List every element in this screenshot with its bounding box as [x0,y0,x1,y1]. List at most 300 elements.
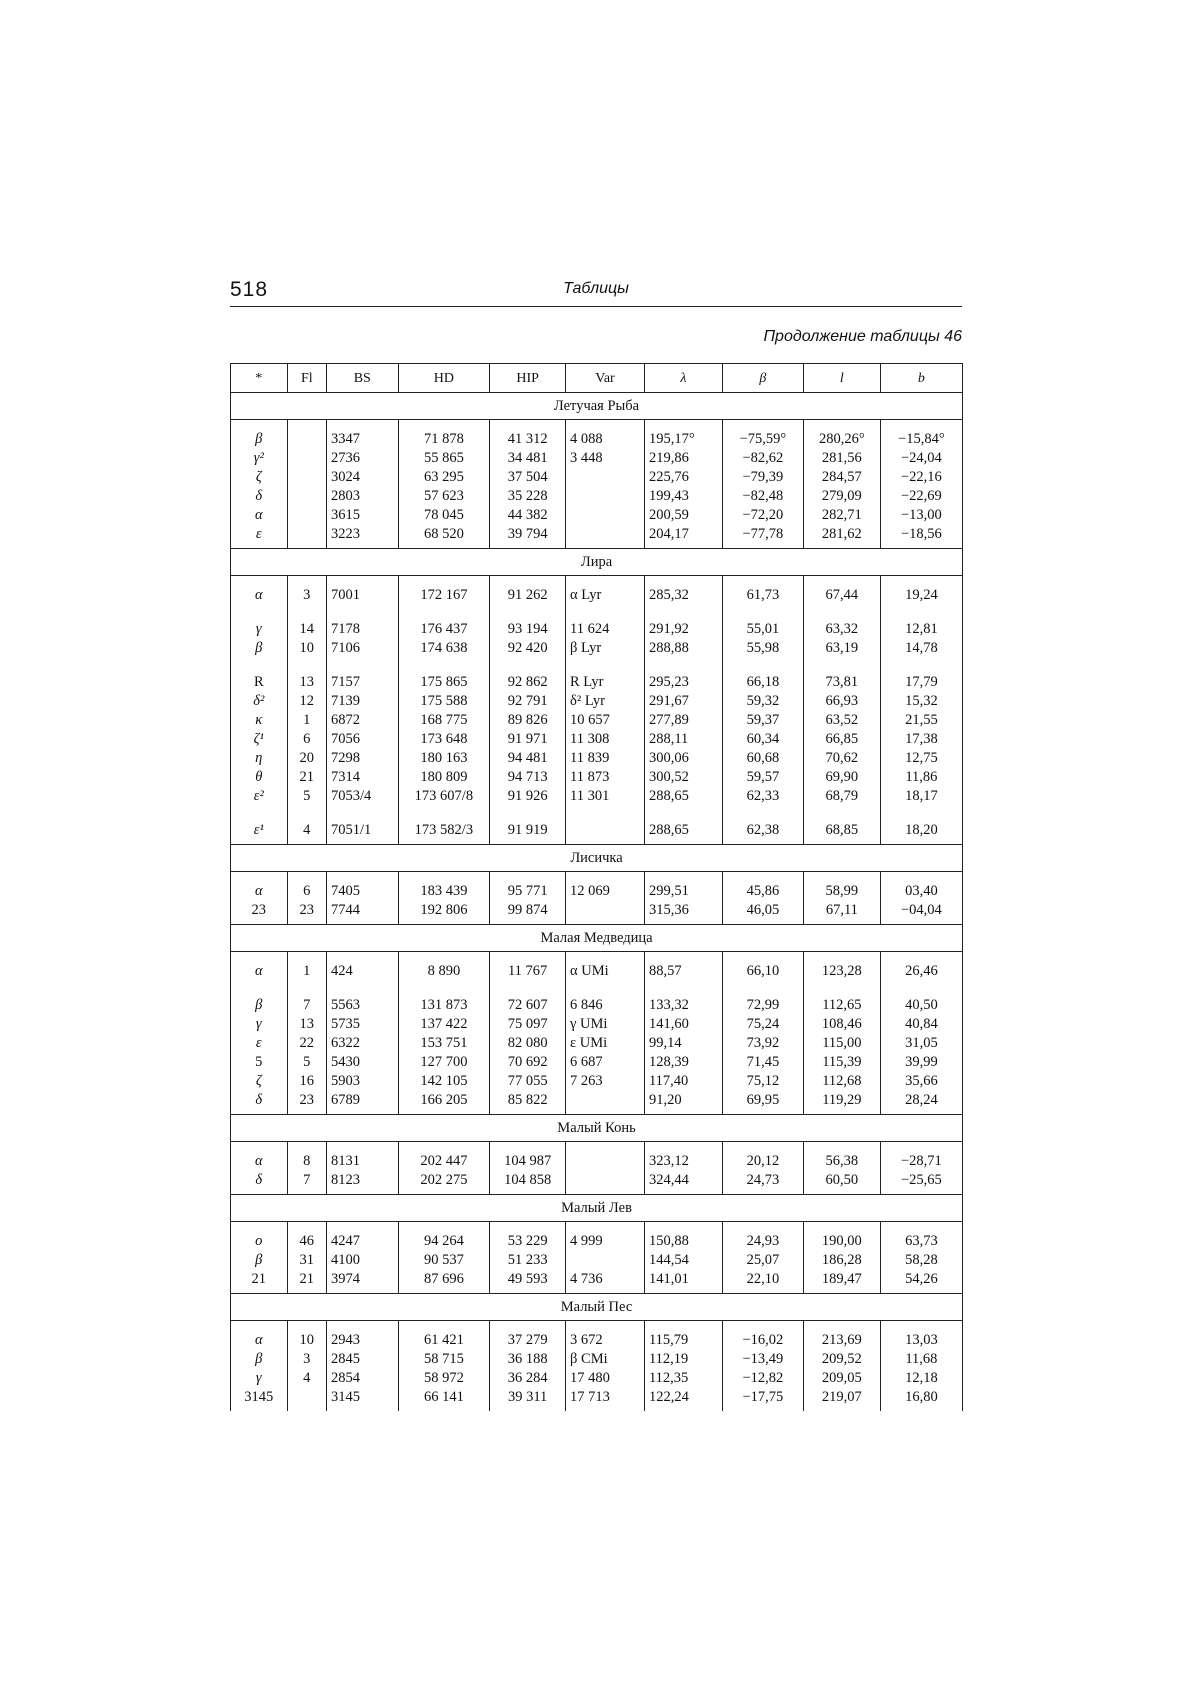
table-cell-: α [231,586,288,605]
table-cell-b: 16,80 [880,1388,962,1411]
spacer-row [231,605,963,620]
table-cell-: 117,40 [644,1072,722,1091]
table-cell-l: 66,85 [803,730,880,749]
table-cell-b: 40,50 [880,996,962,1015]
table-cell-b: 54,26 [880,1270,962,1294]
table-row [231,1388,963,1411]
table-cell-fl [287,525,326,549]
table-cell-: 299,51 [644,882,722,901]
table-cell-bs: 7157 [327,673,398,692]
table-row [231,1091,963,1115]
table-cell-: γ [231,620,288,639]
table-caption: Продолжение таблицы 46 [763,328,962,345]
table-cell-: δ [231,1091,288,1115]
table-cell-: γ² [231,449,288,468]
table-cell-l: 60,50 [803,1171,880,1195]
table-cell-fl: 21 [287,1270,326,1294]
table-cell-hip: 91 919 [490,821,566,845]
table-cell-b: −24,04 [880,449,962,468]
table-cell-b: 35,66 [880,1072,962,1091]
table-cell-fl: 16 [287,1072,326,1091]
padding-row [231,1142,963,1153]
table-cell-bs: 6322 [327,1034,398,1053]
table-cell-: κ [231,711,288,730]
table-cell-l: 69,90 [803,768,880,787]
table-row [231,620,963,639]
table-cell-: 73,92 [722,1034,803,1053]
table-cell-: −77,78 [722,525,803,549]
table-cell-l: 68,85 [803,821,880,845]
table-cell-hip: 92 862 [490,673,566,692]
table-cell-b: 15,32 [880,692,962,711]
table-cell-bs: 5430 [327,1053,398,1072]
section-row [231,925,963,952]
table-cell-: 277,89 [644,711,722,730]
table-cell-bs: 5735 [327,1015,398,1034]
table-cell-bs: 3145 [327,1388,398,1411]
table-cell-l: 280,26° [803,430,880,449]
table-cell-: −79,39 [722,468,803,487]
table-cell-bs: 2845 [327,1350,398,1369]
table-cell-: 295,23 [644,673,722,692]
table-cell-l: 281,56 [803,449,880,468]
table-cell-hd: 192 806 [398,901,490,925]
section-row [231,1115,963,1142]
table-cell-: −75,59° [722,430,803,449]
table-cell-l: 209,52 [803,1350,880,1369]
table-cell-hip: 104 987 [490,1152,566,1171]
table-row [231,673,963,692]
table-cell-bs: 2854 [327,1369,398,1388]
table-cell-b: 11,68 [880,1350,962,1369]
table-cell-fl: 5 [287,1053,326,1072]
table-cell-: 55,98 [722,639,803,658]
table-cell-: 112,35 [644,1369,722,1388]
column-header-beta: β [722,364,803,393]
table-cell-fl: 12 [287,692,326,711]
table-cell-var [566,1171,645,1195]
table-cell-: 144,54 [644,1251,722,1270]
table-cell-bs: 7106 [327,639,398,658]
table-cell-: R [231,673,288,692]
table-cell-l: 119,29 [803,1091,880,1115]
table-cell-l: 63,52 [803,711,880,730]
section-row [231,393,963,420]
table-cell-hip: 35 228 [490,487,566,506]
table-cell-: 200,59 [644,506,722,525]
table-cell-: γ [231,1369,288,1388]
table-cell-: ζ [231,468,288,487]
table-cell-: β [231,639,288,658]
table-cell-bs: 2736 [327,449,398,468]
table-cell-: δ [231,1171,288,1195]
table-cell-fl: 3 [287,586,326,605]
table-cell-fl: 31 [287,1251,326,1270]
table-cell-var [566,1251,645,1270]
table-cell-hip: 53 229 [490,1232,566,1251]
table-cell-: 21 [231,1270,288,1294]
section-title: Лира [231,549,963,576]
table-cell-var [566,1091,645,1115]
table-cell-var: 3 448 [566,449,645,468]
table-row [231,996,963,1015]
table-cell-: 88,57 [644,962,722,981]
table-cell-: 55,01 [722,620,803,639]
table-cell-fl: 20 [287,749,326,768]
table-cell-l: 67,44 [803,586,880,605]
padding-row [231,872,963,883]
table-row [231,1072,963,1091]
table-cell-bs: 7314 [327,768,398,787]
table-cell-hd: 175 865 [398,673,490,692]
table-cell-b: 28,24 [880,1091,962,1115]
table-cell-hd: 166 205 [398,1091,490,1115]
table-cell-var: α Lyr [566,586,645,605]
table-cell-bs: 7178 [327,620,398,639]
table-cell-: 59,57 [722,768,803,787]
table-cell-: 300,52 [644,768,722,787]
table-cell-b: 63,73 [880,1232,962,1251]
table-cell-hd: 57 623 [398,487,490,506]
table-cell-l: 73,81 [803,673,880,692]
table-cell-bs: 5563 [327,996,398,1015]
section-title: Летучая Рыба [231,393,963,420]
table-cell-: 24,93 [722,1232,803,1251]
table-cell-: β [231,1251,288,1270]
table-cell-: ε² [231,787,288,806]
table-cell-: 71,45 [722,1053,803,1072]
table-cell-b: 31,05 [880,1034,962,1053]
table-cell-: 324,44 [644,1171,722,1195]
table-cell-hip: 36 284 [490,1369,566,1388]
table-cell-hip: 37 279 [490,1331,566,1350]
table-cell-hd: 55 865 [398,449,490,468]
table-cell-: 133,32 [644,996,722,1015]
table-cell-hip: 34 481 [490,449,566,468]
table-cell-var [566,1152,645,1171]
table-cell-hip: 89 826 [490,711,566,730]
table-cell-b: −18,56 [880,525,962,549]
table-cell-bs: 2943 [327,1331,398,1350]
table-row [231,449,963,468]
table-cell-hd: 137 422 [398,1015,490,1034]
table-cell-b: −22,69 [880,487,962,506]
table-cell-: 66,10 [722,962,803,981]
table-cell-: 288,65 [644,787,722,806]
table-cell-hip: 72 607 [490,996,566,1015]
table-cell-: 3145 [231,1388,288,1411]
table-cell-hip: 82 080 [490,1034,566,1053]
table-cell-b: −25,65 [880,1171,962,1195]
spacer-row [231,981,963,996]
table-cell-var [566,506,645,525]
table-cell-var: 4 088 [566,430,645,449]
table-cell-l: 186,28 [803,1251,880,1270]
table-cell-: α [231,1331,288,1350]
table-row [231,1015,963,1034]
table-cell-b: 40,84 [880,1015,962,1034]
table-cell-bs: 7405 [327,882,398,901]
table-cell-bs: 6872 [327,711,398,730]
table-cell-: 60,34 [722,730,803,749]
table-cell-fl [287,449,326,468]
table-cell-var [566,487,645,506]
table-row [231,692,963,711]
table-cell-: 62,33 [722,787,803,806]
table-header-row [231,364,963,393]
column-header-star: * [231,364,288,393]
table-cell-: 225,76 [644,468,722,487]
table-cell-var: 12 069 [566,882,645,901]
table-cell-l: 279,09 [803,487,880,506]
table-cell-bs: 3347 [327,430,398,449]
table-cell-: 69,95 [722,1091,803,1115]
table-row [231,639,963,658]
table-cell-hd: 153 751 [398,1034,490,1053]
table-row [231,901,963,925]
table-row [231,1331,963,1350]
table-cell-hip: 94 481 [490,749,566,768]
table-cell-fl: 5 [287,787,326,806]
column-header-fl: Fl [287,364,326,393]
table-cell-: 75,24 [722,1015,803,1034]
table-cell-l: 112,65 [803,996,880,1015]
table-cell-hd: 202 275 [398,1171,490,1195]
table-cell-b: −15,84° [880,430,962,449]
table-cell-: β [231,430,288,449]
section-title: Малая Медведица [231,925,963,952]
table-cell-hd: 90 537 [398,1251,490,1270]
table-cell-var: 17 480 [566,1369,645,1388]
table-cell-var [566,821,645,845]
table-cell-fl [287,468,326,487]
table-cell-: 128,39 [644,1053,722,1072]
page-header [230,278,962,307]
table-cell-hd: 68 520 [398,525,490,549]
table-cell-: ε¹ [231,821,288,845]
table-cell-: 22,10 [722,1270,803,1294]
table-cell-var: 7 263 [566,1072,645,1091]
table-cell-l: 115,39 [803,1053,880,1072]
table-cell-hip: 37 504 [490,468,566,487]
section-row [231,549,963,576]
table-cell-hip: 94 713 [490,768,566,787]
table-cell-b: 18,20 [880,821,962,845]
table-cell-hd: 168 775 [398,711,490,730]
table-cell-var: β Lyr [566,639,645,658]
table-cell-bs: 7139 [327,692,398,711]
table-row [231,1171,963,1195]
table-cell-fl: 23 [287,901,326,925]
table-cell-: −82,48 [722,487,803,506]
table-cell-b: 13,03 [880,1331,962,1350]
table-cell-fl: 4 [287,821,326,845]
table-cell-l: 58,99 [803,882,880,901]
table-cell-var: 11 624 [566,620,645,639]
table-cell-hd: 58 715 [398,1350,490,1369]
table-cell-var: 11 308 [566,730,645,749]
table-cell-l: 284,57 [803,468,880,487]
table-cell-: θ [231,768,288,787]
table-cell-: ζ [231,1072,288,1091]
table-cell-hip: 75 097 [490,1015,566,1034]
table-cell-: 99,14 [644,1034,722,1053]
table-cell-: ο [231,1232,288,1251]
table-cell-: 72,99 [722,996,803,1015]
table-cell-hip: 93 194 [490,620,566,639]
table-cell-hip: 104 858 [490,1171,566,1195]
table-cell-: α [231,882,288,901]
table-cell-hip: 99 874 [490,901,566,925]
table-cell-var: α UMi [566,962,645,981]
table-cell-bs: 8123 [327,1171,398,1195]
table-cell-fl: 1 [287,711,326,730]
table-cell-b: −13,00 [880,506,962,525]
table-cell-: 20,12 [722,1152,803,1171]
table-cell-: −16,02 [722,1331,803,1350]
table-cell-b: 12,75 [880,749,962,768]
table-cell-: 25,07 [722,1251,803,1270]
table-cell-fl: 3 [287,1350,326,1369]
table-cell-hip: 95 771 [490,882,566,901]
table-cell-fl: 21 [287,768,326,787]
table-cell-bs: 424 [327,962,398,981]
table-cell-l: 63,32 [803,620,880,639]
section-title: Малый Лев [231,1195,963,1222]
table-cell-fl: 46 [287,1232,326,1251]
table-cell-var [566,468,645,487]
table-cell-bs: 7056 [327,730,398,749]
table-cell-: α [231,506,288,525]
table-cell-b: 12,81 [880,620,962,639]
table-cell-: η [231,749,288,768]
table-cell-: 24,73 [722,1171,803,1195]
table-cell-b: 21,55 [880,711,962,730]
table-cell-l: 123,28 [803,962,880,981]
table-cell-hip: 91 926 [490,787,566,806]
table-cell-b: 14,78 [880,639,962,658]
table-cell-hip: 92 420 [490,639,566,658]
table-cell-var: 10 657 [566,711,645,730]
table-cell-hd: 174 638 [398,639,490,658]
table-row [231,749,963,768]
table-cell-b: 19,24 [880,586,962,605]
table-cell-hd: 8 890 [398,962,490,981]
table-cell-: 288,11 [644,730,722,749]
section-title: Лисичка [231,845,963,872]
table-cell-: 219,86 [644,449,722,468]
table-cell-bs: 7298 [327,749,398,768]
table-cell-: δ² [231,692,288,711]
table-cell-b: 39,99 [880,1053,962,1072]
table-cell-: 75,12 [722,1072,803,1091]
table-row [231,1053,963,1072]
running-title: Таблицы [563,280,629,297]
table-cell-hd: 172 167 [398,586,490,605]
table-cell-b: −22,16 [880,468,962,487]
table-cell-hip: 91 262 [490,586,566,605]
table-cell-: 115,79 [644,1331,722,1350]
star-catalog-table [230,363,963,1411]
table-cell-hd: 173 582/3 [398,821,490,845]
table-cell-hd: 71 878 [398,430,490,449]
table-cell-: −17,75 [722,1388,803,1411]
table-cell-: 291,92 [644,620,722,639]
table-cell-: 285,32 [644,586,722,605]
table-cell-fl: 10 [287,639,326,658]
table-row [231,711,963,730]
table-cell-: β [231,1350,288,1369]
table-cell-var: 6 687 [566,1053,645,1072]
table-cell-l: 219,07 [803,1388,880,1411]
table-cell-hip: 44 382 [490,506,566,525]
table-cell-l: 281,62 [803,525,880,549]
table-cell-: ε [231,525,288,549]
table-cell-: 122,24 [644,1388,722,1411]
table-cell-: 62,38 [722,821,803,845]
table-cell-bs: 4100 [327,1251,398,1270]
table-cell-hd: 142 105 [398,1072,490,1091]
table-cell-var: ε UMi [566,1034,645,1053]
table-cell-: 5 [231,1053,288,1072]
table-cell-: α [231,1152,288,1171]
table-cell-: ζ¹ [231,730,288,749]
table-row [231,882,963,901]
table-cell-bs: 8131 [327,1152,398,1171]
table-cell-hip: 39 311 [490,1388,566,1411]
table-row [231,468,963,487]
column-header-l: l [803,364,880,393]
table-cell-var: 11 839 [566,749,645,768]
table-cell-hd: 180 809 [398,768,490,787]
table-row [231,962,963,981]
padding-row [231,1222,963,1233]
table-cell-fl: 23 [287,1091,326,1115]
table-cell-l: 115,00 [803,1034,880,1053]
table-cell-: 300,06 [644,749,722,768]
table-cell-hd: 58 972 [398,1369,490,1388]
table-cell-var: 4 999 [566,1232,645,1251]
column-header-hd: HD [398,364,490,393]
table-cell-b: 12,18 [880,1369,962,1388]
table-cell-bs: 7053/4 [327,787,398,806]
table-cell-l: 209,05 [803,1369,880,1388]
table-cell-var: γ UMi [566,1015,645,1034]
table-cell-b: 58,28 [880,1251,962,1270]
table-cell-: −72,20 [722,506,803,525]
table-cell-: 195,17° [644,430,722,449]
table-cell-: 91,20 [644,1091,722,1115]
table-cell-: 141,01 [644,1270,722,1294]
table-cell-var: 4 736 [566,1270,645,1294]
table-cell-var: 6 846 [566,996,645,1015]
table-cell-: 199,43 [644,487,722,506]
table-cell-hd: 175 588 [398,692,490,711]
table-cell-hd: 94 264 [398,1232,490,1251]
table-cell-hd: 63 295 [398,468,490,487]
table-cell-var: 11 301 [566,787,645,806]
table-cell-: 112,19 [644,1350,722,1369]
table-cell-hd: 176 437 [398,620,490,639]
table-cell-: ε [231,1034,288,1053]
table-cell-: 323,12 [644,1152,722,1171]
table-cell-hip: 92 791 [490,692,566,711]
table-cell-fl [287,430,326,449]
table-cell-bs: 3615 [327,506,398,525]
table-cell-fl: 8 [287,1152,326,1171]
table-cell-var: R Lyr [566,673,645,692]
column-header-bs: BS [327,364,398,393]
